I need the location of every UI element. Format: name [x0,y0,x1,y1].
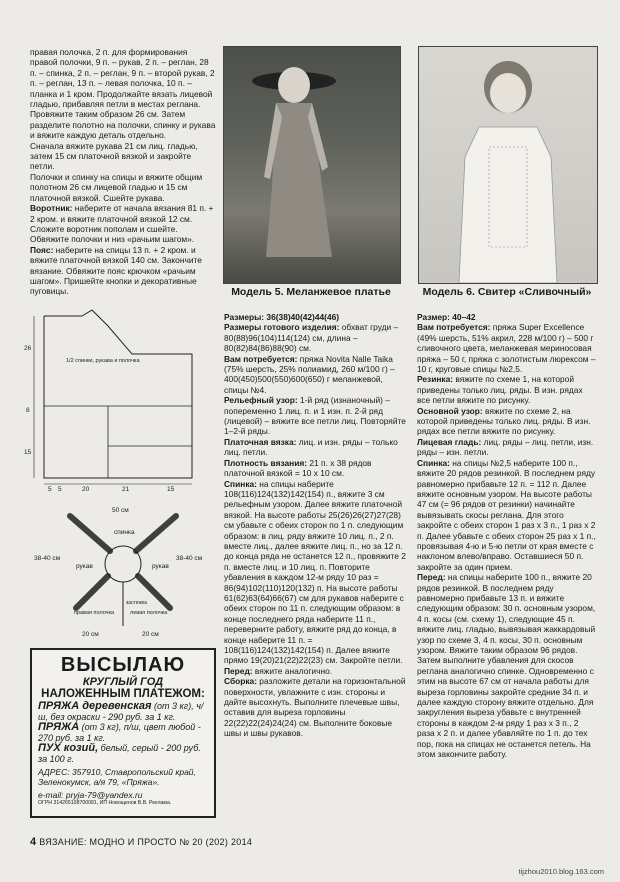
right-paragraph-size [417,312,597,322]
mid-assembly-text: разложите детали на горизонтальной поверхности, увлажните с изн. стороны и дайте высохнуть. Выполните плечевые швы, оставив для выреза горловины 22(22)22(24)24(24) см. Выполните боковые швы и швы рукавов. [224,676,406,739]
reglan-line-3 [76,576,108,608]
ad-email: e-mail: pryja-79@yandex.ru [38,790,143,800]
right-paragraph-materials [417,322,597,374]
mid-paragraph-front [224,666,406,676]
mid-garter-label: Платочная вязка: [224,436,297,447]
dim-b5a: 5 [48,486,52,492]
page-footer [30,836,252,848]
mid-paragraph-garter [224,437,406,458]
mid-paragraph-assembly [224,676,406,738]
mid-paragraph-back [224,479,406,666]
d2-top: 50 см [112,507,129,514]
ad-ogrn: ОГРН 314265108700081, ИП Новощенов В.В. Реклама. [38,800,172,806]
left-paragraph-1: правая полочка, 2 п. для формирования правой полочки, 9 п. – рукав, 2 п. – реглан, 28 п. – спинка, 2 п. – реглан, 9 п. – второй рукав, 2 п. – реглан, 13 п. – левая полочка, 10 п. – планка и 1 кром. Продолжайте вязать лицевой гладью, прибавляя петли в местах реглана. Провяжите таким образом 26 см. Затем разделите полотно на полочки, спинку и рукава и вяжите каждую деталь отдельно. [30,47,216,141]
dim-8: 8 [26,407,30,414]
d2-right: 38-40 см [176,555,203,562]
ad-item-1 [38,701,208,722]
d2-zastezhka: застежка [126,600,147,606]
ad-headline: ВЫСЫЛАЮ [60,654,186,676]
left-paragraph-collar [30,203,216,245]
right-back-label: Спинка: [417,457,450,468]
dim-26: 26 [24,345,32,352]
mid-front-text: вяжите аналогично. [252,665,333,676]
right-main-label: Основной узор: [417,405,483,416]
belt-label: Пояс: [30,244,54,255]
left-paragraph-3: Полочки и спинку на спицы и вяжите общим полотном 26 см лицевой гладью и 15 см платочной вязкой. Сшейте рукава. [30,171,203,203]
right-stockinette-text: лиц. ряды – лиц. петли, изн. ряды – изн. петли. [417,436,594,458]
dim-b21: 21 [122,486,130,492]
mid-paragraph-gauge [224,458,406,479]
ad-item-3 [38,743,208,764]
mid-back-text: на спицы наберите 108(116)124(132)142(154) п., вяжите 3 см рельефным узором. Далее вяжите платочной вязкой. На высоте работы 25(26)26(27)27(28) см убавьте с обеих сторон по 1 п. следующим образом: в лиц. ряду вяжите 10 лиц. п., 2 п. вместе лиц., далее вяжите лиц. п., но за 12 п. до конца ряда не останется 12 п., провяжите 2 п. вместе лиц. и 10 лиц. п. Повторите убавления в каждом 12-м ряду 10 раз = 86(94)102(110)120(132) п. На высоте работы 61(62)63(64)66(67) см для рукавов наберите с обеих сторон по 11 п. следующим образом: в конце последнего ряда наберите 11 п., переверните работу, вяжите ряд до конца, в конце наберите 11 п. = 108(116)124(132)142(154) п. Далее вяжите прямо 19(20)21(22)22(23) см. Закройте петли. [224,478,406,666]
d2-bottom-left: правая полочка [74,610,115,616]
photo-model6 [418,46,598,284]
right-text-column [417,312,597,759]
d2-left-sub: рукав [76,563,93,570]
ad-item-2-name: ПРЯЖА [38,721,80,733]
right-paragraph-main [417,406,597,437]
reglan-line-2 [136,516,176,551]
right-paragraph-back [417,458,597,572]
mid-back-label: Спинка: [224,478,257,489]
ad-address: АДРЕС: 357910, Ставропольский край, Зеленокумск, а/я 79, «Пряжа». [38,767,196,787]
d2-bottom-left-cm: 20 см [82,631,99,638]
mid-gauge-text: 21 п. х 38 рядов платочной вязкой = 10 х 10 см. [224,457,372,479]
mid-finished-label: Размеры готового изделия: [224,322,340,333]
d2-bottom-right-cm: 20 см [142,631,159,638]
magazine-title: ВЯЗАНИЕ: МОДНО И ПРОСТО № 20 (202) 2014 [39,837,253,847]
mid-assembly-label: Сборка: [224,676,257,687]
right-main-text: вяжите по схеме 2, на которой приведены только лиц. ряды. В изн. рядах все петли вяжите по рисунку. [417,405,591,437]
pattern-label: 1/2 спинки, рукава и полочка [66,358,140,364]
ad-item-1-rest: (от 3 кг), ч/ш, без окраски - 290 руб. за 1 кг. [38,701,204,722]
mid-materials-label: Вам потребуется: [224,353,298,364]
ad-item-3-name: ПУХ козий, [38,742,99,754]
mid-relief-text: 1-й ряд (изнаночный) – попеременно 1 лиц. п. и 1 изн. п. 2-й ряд (лицевой) – вяжите все петли лиц. Повторяйте 1–2-й ряды. [224,395,406,437]
caption-model5: Модель 5. Меланжевое платье [231,286,391,298]
mid-relief-label: Рельефный узор: [224,395,298,406]
page-number: 4 [30,836,37,848]
right-back-text: на спицы №2,5 наберите 100 п., вяжите 20 рядов резинкой. В последнем ряду равномерно прибавьте 12 п. = 112 п. Далее вяжите основным узором. На высоте работы 47 см (= 96 рядов от резинки) начинайте вывязывать скосы реглана. Для этого закройте с обеих сторон 1 раз х 3 п., 1 раз х 2 п. Далее убавьте с обеих сторон 25 раз х 1 п., провязывая 4-ю и 5-ю петли от края вместе с наклоном влево/вправо. Оставшиеся 50 п. закройте за один прием. [417,457,596,572]
belt-text: наберите на спицы 13 п. + 2 кром. и вяжите платочной вязкой 140 см. Закончите вязание. Обвяжите пояс крючком «рачьим шагом». Пришейте кнопки и декоративные пуговицы. [30,244,202,297]
mid-finished-text: обхват груди – 80(88)96(104)114(124) см, длина – 80(82)84(86)88(90) см. [224,322,399,354]
d2-right-sub: рукав [152,563,169,570]
watermark: tijzhou2010.blog.163.com [518,867,604,876]
mid-front-label: Перед: [224,665,253,676]
dim-b5b: 5 [58,486,62,492]
dim-15: 15 [24,449,32,456]
right-rib-text: вяжите по схеме 1, на которой приведены только лиц. ряды. В изн. рядах все петли вяжите по рисунку. [417,374,583,406]
right-front-text: на спицы наберите 100 п., вяжите 20 рядов резинкой. В последнем ряду равномерно прибавьте 13 п. и вяжите следующим образом: 30 п. основным узором, 4 п. косы (см. схему 1), следующие 45 п. вяжите лиц. гладью, вывязывая жаккардовый узор по схеме 3, 4 п. косы, 30 п. основным узором. Вяжите таким образом 96 рядов. Затем выполните убавления для скосов реглана аналогично спинке. Одновременно с этим на высоте 67 см от начала работы для выреза горловины закройте средние 34 п. и далее каждую сторону вяжите отдельно. Для закругления выреза убавьте с внутренней стороны в каждом 2-м ряду 1 раз х 3 п., 2 раза х 2 п. и далее убавляйте по 1 п. до тех пор, пока на спицах не останется петель. На этом закончите работу. [417,572,596,760]
right-size-label: Размер: 40–42 [417,312,476,322]
right-materials-label: Вам потребуется: [417,322,491,333]
d2-left: 38-40 см [34,555,61,562]
model6-figure [419,47,597,283]
mid-paragraph-relief [224,395,406,437]
mid-paragraph-sizes [224,312,406,322]
ad-sub1: КРУГЛЫЙ ГОД [82,676,164,688]
collar-label: Воротник: [30,203,73,214]
construction-diagram [30,496,216,646]
dim-b15: 15 [167,486,175,492]
collar-text: наберите от начала вязания 81 п. + 2 кром. и вяжите платочной вязкой 12 см. Сложите воротник пополам и сшейте. Обвяжите полочки и низ «рачьим шагом». [30,203,214,245]
right-materials-text: пряжа Super Excellence (49% шерсть, 51% акрил, 228 м/100 г) – 500 г сливочного цвета, меланжевая мериносовая пряжа – 50 г, пряжа с золотистым люрексом – 10 г, круговые спицы №2,5. [417,322,596,375]
reglan-line-1 [70,516,110,551]
right-stockinette-label: Лицевая гладь: [417,436,482,447]
mid-paragraph-finished [224,322,406,353]
pattern-outline [44,310,192,478]
advertisement [30,648,216,818]
ad-item-1-name: ПРЯЖА деревенская [38,700,152,712]
ad-item-3-rest: белый, серый - 200 руб. за 100 г. [38,743,201,764]
mid-paragraph-materials [224,354,406,396]
d2-bottom-right: левая полочка [130,610,168,616]
d2-spinka: спинка [114,529,135,536]
right-paragraph-rib [417,374,597,405]
mid-text-column [224,312,406,739]
ad-item-2 [38,722,208,743]
mid-sizes-label: Размеры: 36(38)40(42)44(46) [224,312,340,322]
photo-model5 [223,46,401,284]
pattern-schematic [22,306,218,492]
right-paragraph-front [417,572,597,759]
ad-item-2-rest: (от 3 кг), п/ш, цвет любой - 270 руб. за 1 кг. [38,722,201,743]
mid-garter-text: лиц. и изн. ряды – только лиц. петли. [224,436,398,458]
mid-materials-text: пряжа Novita Nalle Taika (75% шерсть, 25% полиамид, 260 м/100 г) – 400(450)500(550)600(650) г меланжевой, спицы №4. [224,353,395,395]
right-paragraph-stockinette [417,437,597,458]
caption-model6: Модель 6. Свитер «Сливочный» [422,286,592,298]
left-paragraph-2: Сначала вяжите рукава 21 см лиц. гладью, затем 15 см платочной вязкой и закройте петли. [30,140,198,172]
dim-b20: 20 [82,486,90,492]
right-rib-label: Резинка: [417,374,454,385]
left-text-column [30,47,216,297]
right-front-label: Перед: [417,572,446,583]
ad-sub2: НАЛОЖЕННЫМ ПЛАТЕЖОМ: [41,688,205,700]
model5-figure [224,47,400,283]
left-paragraph-belt [30,245,216,297]
mid-gauge-label: Плотность вязания: [224,457,308,468]
